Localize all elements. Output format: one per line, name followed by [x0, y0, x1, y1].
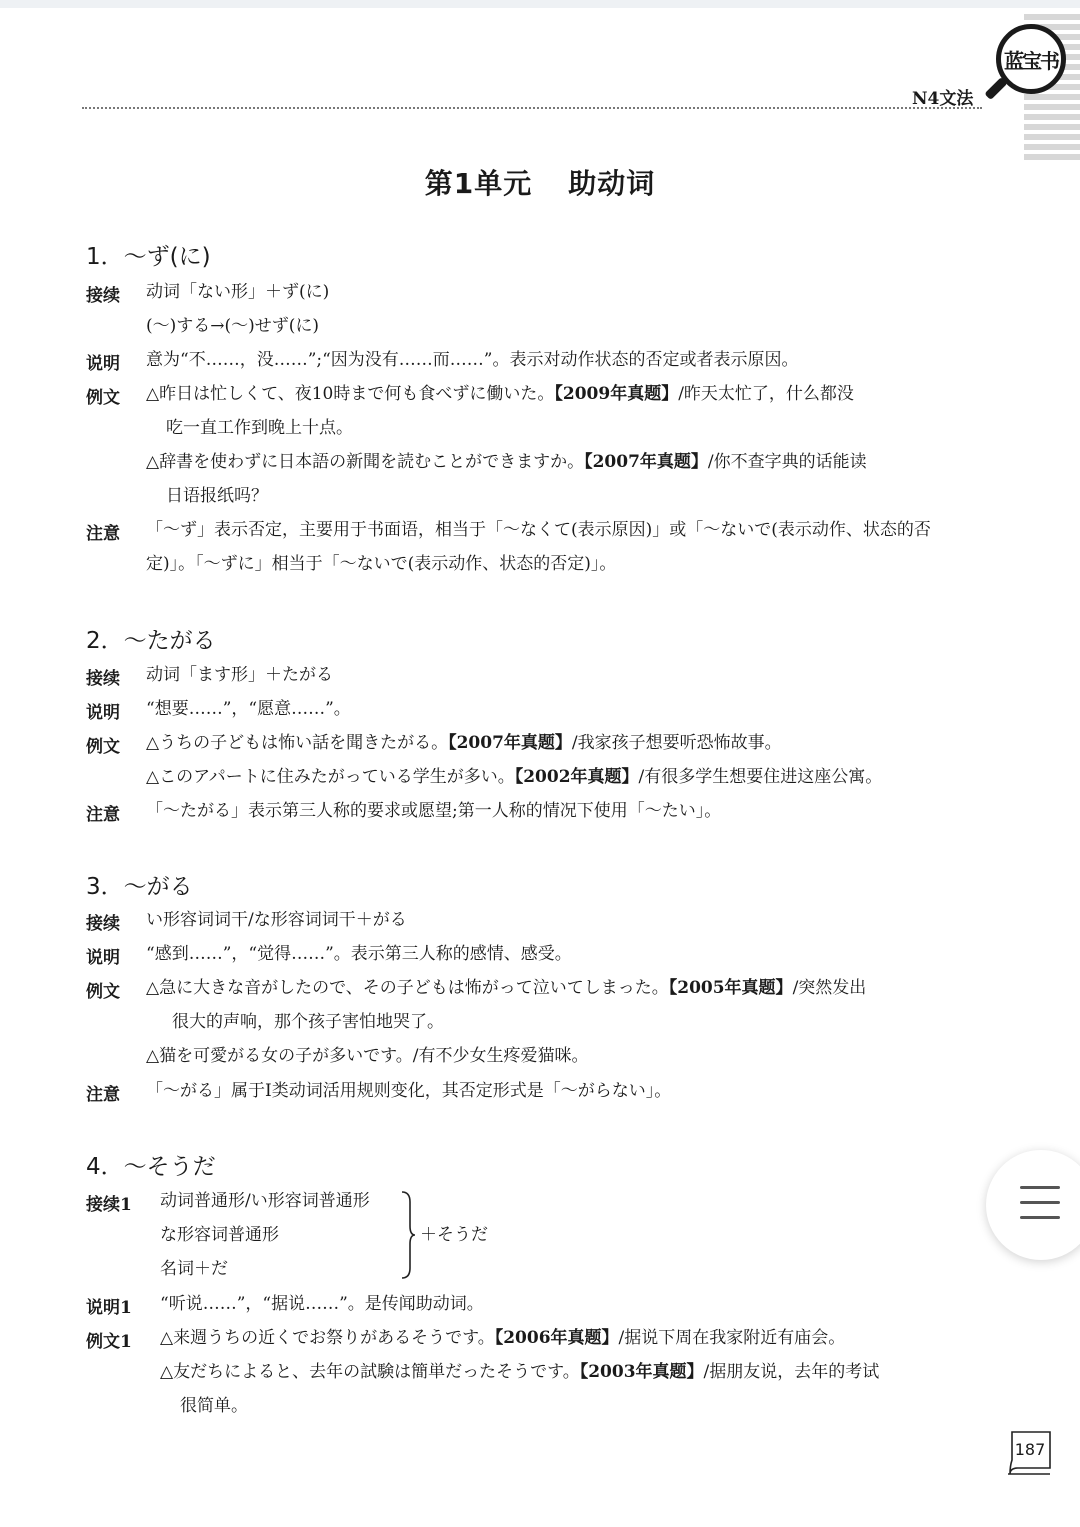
example-cn: /你不查字典的话能读: [707, 452, 867, 472]
example-cn: /据朋友说，去年的考试: [703, 1362, 880, 1382]
unit-number: 第1单元: [424, 167, 533, 200]
line-text: “想要……”，“愿意……”。: [146, 699, 351, 719]
example-cn: /昨天太忙了，什么都没: [678, 384, 854, 404]
line-text: 吃一直工作到晚上十点。: [166, 418, 353, 438]
example-line: [146, 977, 866, 999]
line-text: 动词「ます形」＋たがる: [146, 665, 333, 685]
example-line: [146, 383, 854, 405]
exam-source: 【2006年真题】: [494, 1328, 619, 1348]
line-label: 说明: [86, 703, 120, 723]
line-label: 接续: [86, 286, 120, 306]
exam-source: 【2005年真题】: [668, 978, 793, 998]
example-jp: △猫を可愛がる女の子が多いです。: [146, 1046, 413, 1066]
line-text: 很简单。: [180, 1396, 248, 1416]
example-jp: △このアパートに住みたがっている学生が多い。: [146, 767, 515, 787]
exam-source: 【2007年真题】: [448, 733, 572, 753]
header-label: N4文法: [912, 89, 974, 109]
line-label: 例文: [86, 388, 120, 408]
example-line: [160, 1361, 879, 1383]
section-heading: 4．～そうだ: [86, 1154, 216, 1180]
example-jp: △急に大きな音がしたので、その子どもは怖がって泣いてしまった。: [146, 978, 669, 998]
line-text: い形容词词干/な形容词词干＋がる: [146, 910, 407, 930]
line-label: 接续: [86, 914, 120, 934]
section-heading: 2．～たがる: [86, 628, 216, 654]
example-jp: △友だちによると、去年の試験は簡単だったそうです。: [160, 1362, 580, 1382]
curly-brace-icon: [400, 1190, 416, 1280]
line-label: 例文: [86, 737, 120, 757]
example-line: [146, 732, 782, 754]
line-label: 注意: [86, 524, 120, 544]
example-cn: /据说下周在我家附近有庙会。: [618, 1328, 846, 1348]
example-cn: /有不少女生疼爱猫咪。: [412, 1046, 589, 1066]
section-heading: 3．～がる: [86, 874, 193, 900]
magnifier-handle-icon: [984, 77, 1007, 100]
example-jp: △うちの子どもは怖い話を聞きたがる。: [146, 733, 449, 753]
line-text: 日语报纸吗？: [166, 486, 268, 506]
line-text: 意为“不……，没……”;“因为没有……而……”。表示对动作状态的否定或者表示原因。: [146, 350, 799, 370]
line-text: “听说……”，“据说……”。是传闻助动词。: [160, 1294, 484, 1314]
exam-source: 【2009年真题】: [554, 384, 679, 404]
example-jp: △昨日は忙しくて、夜10時まで何も食べずに働いた。: [146, 384, 555, 404]
example-jp: △辞書を使わずに日本語の新聞を読むことができますか。: [146, 452, 585, 472]
line-label: 注意: [86, 805, 120, 825]
example-jp: △来週うちの近くでお祭りがあるそうです。: [160, 1328, 495, 1348]
menu-button[interactable]: [986, 1150, 1080, 1260]
brand-logo: 蓝宝书: [996, 24, 1066, 94]
line-text: “感到……”，“觉得……”。表示第三人称的感情、感受。: [146, 944, 572, 964]
example-line: [146, 1045, 588, 1067]
section-heading: 1．～ず(に): [86, 244, 211, 270]
line-text: 动词「ない形」＋ず(に): [146, 282, 330, 302]
unit-topic: 助动词: [568, 167, 656, 200]
exam-source: 【2003年真题】: [579, 1362, 704, 1382]
top-band: [0, 0, 1080, 8]
line-label: 说明: [86, 354, 120, 374]
exam-source: 【2002年真题】: [514, 767, 639, 787]
line-label: 注意: [86, 1085, 120, 1105]
line-label: 接续: [86, 669, 120, 689]
line-text: 「～がる」属于Ⅰ类动词活用规则变化，其否定形式是「～がらない」。: [146, 1081, 672, 1101]
line-text: (～)する→(～)せず(に): [146, 316, 320, 336]
line-text: 「～ず」表示否定，主要用于书面语，相当于「～なくて(表示原因)」或「～ないで(表示动作、状态的否: [146, 520, 931, 540]
line-text: ＋そうだ: [420, 1225, 488, 1245]
line-text: 很大的声响，那个孩子害怕地哭了。: [172, 1012, 444, 1032]
page-title: [0, 162, 1080, 202]
line-label: 例文: [86, 982, 120, 1002]
line-label: 接续1: [86, 1195, 132, 1215]
line-text: 名词＋だ: [160, 1259, 228, 1279]
example-cn: /我家孩子想要听恐怖故事。: [571, 733, 782, 753]
example-cn: /突然发出: [792, 978, 867, 998]
line-text: 动词普通形/い形容词普通形: [160, 1191, 370, 1211]
example-cn: /有很多学生想要住进这座公寓。: [638, 767, 883, 787]
line-text: 定)」。「～ずに」相当于「～ないで(表示动作、状态的否定)」。: [146, 554, 617, 574]
exam-source: 【2007年真题】: [584, 452, 708, 472]
line-text: な形容词普通形: [160, 1225, 279, 1245]
example-line: [160, 1327, 845, 1349]
line-text: 「～たがる」表示第三人称的要求或愿望;第一人称的情况下使用「～たい」。: [146, 801, 722, 821]
page-number: 187: [1014, 1440, 1046, 1459]
line-label: 说明1: [86, 1298, 132, 1318]
example-line: [146, 766, 882, 788]
line-label: 说明: [86, 948, 120, 968]
header-rule: [82, 107, 982, 109]
line-label: 例文1: [86, 1332, 132, 1352]
example-line: [146, 451, 867, 473]
